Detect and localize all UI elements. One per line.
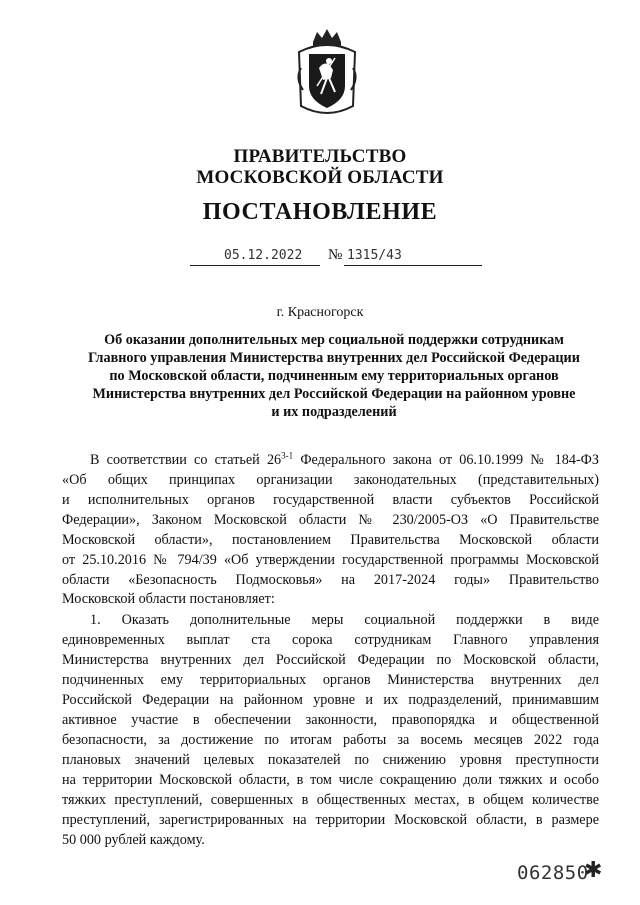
subject-line: Министерства внутренних дел Российской Федерации на районном уровне xyxy=(92,386,576,402)
sheet-number: 062850 xyxy=(517,862,589,884)
government-region: МОСКОВСКОЙ ОБЛАСТИ xyxy=(196,167,444,188)
document-date: 05.12.2022 xyxy=(224,248,303,263)
coat-of-arms-icon xyxy=(293,28,361,118)
paragraph-1-line: от 25.10.2016 № 794/39 «Об утверждении государственной программы Московской xyxy=(62,552,599,568)
paragraph-2-line: 1. Оказать дополнительные меры социальной поддержки в виде xyxy=(90,612,599,628)
paragraph-1-line: и исполнительных органов государственной власти субъектов Российской xyxy=(62,492,599,508)
paragraph-2-line: на территории Московской области, в том числе сокращению доли тяжких и особо xyxy=(62,772,599,788)
document-number: 1315/43 xyxy=(347,248,402,263)
city: г. Красногорск xyxy=(276,305,364,320)
paragraph-2-line: подчиненных ему территориальных органов Министерства внутренних дел xyxy=(62,672,599,688)
paragraph-2-line: Министерства внутренних дел Российской Федерации по Московской области, xyxy=(62,652,599,668)
paragraph-1-line: В соответствии со статьей 26$^{3-1}$ Федерального закона от 06.10.1999 № 184-ФЗ xyxy=(90,450,599,468)
paragraph-2-line: преступлений, зарегистрированных на территории Московской области, в размере xyxy=(62,812,599,828)
document-type: ПОСТАНОВЛЕНИЕ xyxy=(202,199,438,225)
paragraph-2-line: безопасности, за достижение по итогам работы за восемь месяцев 2022 года xyxy=(62,732,599,748)
paragraph-1-line: Московской области постановляет: xyxy=(62,591,275,607)
date-underline xyxy=(190,265,320,266)
paragraph-2-line: единовременных выплат ста сорока сотрудникам Главного управления xyxy=(62,632,599,648)
paragraph-2-line: Российской Федерации на районном уровне и их подразделений, принимавшим xyxy=(62,692,599,708)
paragraph-2-line: плановых значений целевых показателей по снижению уровня преступности xyxy=(62,752,599,768)
subject-line: Главного управления Министерства внутренних дел Российской Федерации xyxy=(88,350,580,366)
number-sign: № xyxy=(328,247,343,263)
asterisk-mark-icon: ✱ xyxy=(584,858,603,883)
paragraph-2-line: 50 000 рублей каждому. xyxy=(62,832,205,848)
government-title: ПРАВИТЕЛЬСТВО xyxy=(233,146,407,167)
subject-line: и их подразделений xyxy=(271,404,397,420)
paragraph-2-line: активное участие в обеспечении законности, правопорядка и общественной xyxy=(62,712,599,728)
paragraph-1-line: Московской области», постановлением Правительства Московской области xyxy=(62,532,599,548)
subject-line: Об оказании дополнительных мер социальной поддержки сотрудникам xyxy=(104,332,564,348)
document-subject xyxy=(74,331,594,421)
paragraph-2-line: тяжких преступлений, совершенных в общественных местах, в общем количестве xyxy=(62,792,599,808)
number-underline xyxy=(344,265,482,266)
paragraph-1-line: Федерации», Законом Московской области № 230/2005-ОЗ «О Правительстве xyxy=(62,512,599,528)
paragraph-1-line: области «Безопасность Подмосковья» на 2017-2024 годы» Правительство xyxy=(62,572,599,588)
subject-line: по Московской области, подчиненным ему территориальных органов xyxy=(109,368,559,384)
paragraph-1-line: «Об общих принципах организации законодательных (представительных) xyxy=(62,472,599,488)
